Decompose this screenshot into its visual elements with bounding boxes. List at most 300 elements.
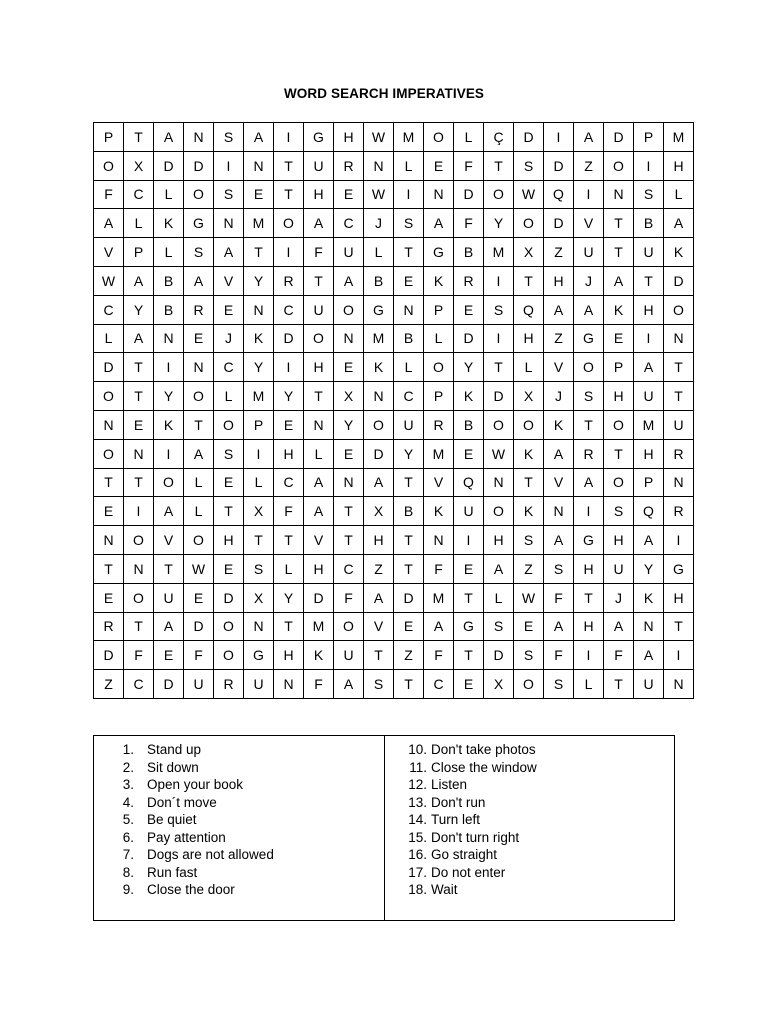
grid-cell: C (94, 295, 124, 324)
grid-cell: S (634, 180, 664, 209)
grid-cell: I (274, 353, 304, 382)
grid-cell: H (364, 526, 394, 555)
grid-row (94, 266, 694, 295)
grid-cell: D (154, 151, 184, 180)
grid-cell: D (94, 641, 124, 670)
grid-cell: D (184, 612, 214, 641)
grid-cell: N (364, 382, 394, 411)
grid-cell: Y (394, 439, 424, 468)
grid-row (94, 209, 694, 238)
grid-cell: S (514, 641, 544, 670)
grid-cell: A (124, 324, 154, 353)
grid-cell: K (304, 641, 334, 670)
grid-cell: U (304, 151, 334, 180)
grid-cell: E (94, 583, 124, 612)
grid-cell: V (154, 526, 184, 555)
grid-cell: U (334, 641, 364, 670)
grid-cell: O (514, 209, 544, 238)
grid-cell: B (394, 497, 424, 526)
grid-cell: Z (394, 641, 424, 670)
word-list-left (94, 741, 274, 899)
word-list-number: 15. (408, 829, 427, 845)
grid-cell: K (364, 353, 394, 382)
grid-row (94, 410, 694, 439)
grid-cell: K (664, 238, 694, 267)
grid-cell: T (514, 468, 544, 497)
grid-cell: E (244, 180, 274, 209)
grid-cell: Q (544, 180, 574, 209)
grid-cell: V (304, 526, 334, 555)
grid-cell: E (454, 554, 484, 583)
grid-cell: R (424, 410, 454, 439)
grid-cell: D (544, 151, 574, 180)
grid-cell: X (484, 670, 514, 699)
word-list-item (386, 759, 537, 777)
grid-cell: N (334, 324, 364, 353)
grid-row (94, 497, 694, 526)
grid-cell: L (124, 209, 154, 238)
word-list-text: Run fast (147, 864, 198, 880)
grid-cell: N (304, 410, 334, 439)
grid-cell: E (214, 554, 244, 583)
grid-cell: T (304, 382, 334, 411)
grid-row (94, 123, 694, 152)
grid-cell: O (184, 382, 214, 411)
grid-cell: H (214, 526, 244, 555)
grid-cell: M (304, 612, 334, 641)
grid-cell: K (154, 209, 184, 238)
grid-row (94, 324, 694, 353)
grid-cell: S (214, 180, 244, 209)
grid-cell: E (334, 180, 364, 209)
grid-cell: S (364, 670, 394, 699)
grid-cell: N (664, 468, 694, 497)
grid-cell: L (154, 238, 184, 267)
word-list-text: Close the door (147, 882, 235, 897)
word-list-number: 17. (408, 864, 427, 880)
grid-cell: G (364, 295, 394, 324)
grid-cell: N (544, 497, 574, 526)
word-list-item (386, 846, 537, 864)
grid-cell: Q (454, 468, 484, 497)
grid-cell: F (604, 641, 634, 670)
grid-cell: E (514, 612, 544, 641)
word-list-number: 13. (408, 794, 427, 810)
grid-cell: A (304, 468, 334, 497)
word-list-text: Close the window (431, 759, 537, 775)
grid-cell: F (124, 641, 154, 670)
grid-cell: T (274, 180, 304, 209)
grid-cell: L (244, 468, 274, 497)
grid-cell: A (634, 641, 664, 670)
word-list-item (94, 741, 274, 759)
grid-cell: T (484, 353, 514, 382)
grid-cell: X (514, 382, 544, 411)
grid-cell: I (124, 497, 154, 526)
grid-cell: N (244, 612, 274, 641)
grid-cell: N (154, 324, 184, 353)
grid-cell: R (664, 497, 694, 526)
grid-cell: O (184, 526, 214, 555)
grid-cell: N (334, 468, 364, 497)
grid-cell: R (334, 151, 364, 180)
grid-cell: A (604, 612, 634, 641)
grid-cell: D (514, 123, 544, 152)
word-list-item (386, 829, 537, 847)
grid-cell: U (634, 238, 664, 267)
grid-cell: I (274, 123, 304, 152)
grid-cell: C (334, 554, 364, 583)
grid-cell: A (604, 266, 634, 295)
grid-cell: S (184, 238, 214, 267)
grid-cell: W (514, 583, 544, 612)
grid-cell: C (274, 295, 304, 324)
grid-cell: A (94, 209, 124, 238)
grid-cell: G (424, 238, 454, 267)
grid-cell: K (544, 410, 574, 439)
grid-row (94, 612, 694, 641)
grid-cell: O (94, 439, 124, 468)
grid-cell: T (574, 583, 604, 612)
grid-cell: J (544, 382, 574, 411)
grid-cell: L (214, 382, 244, 411)
grid-cell: L (184, 497, 214, 526)
grid-cell: J (214, 324, 244, 353)
grid-cell: K (424, 497, 454, 526)
word-list-text: Wait (431, 882, 458, 897)
grid-cell: E (334, 439, 364, 468)
grid-cell: U (334, 238, 364, 267)
grid-cell: P (94, 123, 124, 152)
grid-cell: T (214, 497, 244, 526)
grid-cell: N (424, 180, 454, 209)
grid-cell: N (484, 468, 514, 497)
grid-cell: D (304, 583, 334, 612)
grid-cell: P (634, 123, 664, 152)
grid-cell: L (664, 180, 694, 209)
grid-cell: O (184, 180, 214, 209)
grid-cell: S (544, 554, 574, 583)
grid-cell: O (604, 151, 634, 180)
grid-cell: F (424, 641, 454, 670)
grid-cell: A (544, 526, 574, 555)
grid-cell: A (334, 670, 364, 699)
grid-row (94, 238, 694, 267)
grid-cell: E (214, 295, 244, 324)
grid-cell: Y (154, 382, 184, 411)
grid-cell: O (154, 468, 184, 497)
grid-cell: T (664, 353, 694, 382)
grid-cell: G (244, 641, 274, 670)
grid-cell: O (604, 468, 634, 497)
grid-row (94, 382, 694, 411)
grid-cell: T (514, 266, 544, 295)
grid-cell: M (484, 238, 514, 267)
grid-cell: X (364, 497, 394, 526)
grid-cell: M (244, 209, 274, 238)
grid-cell: H (304, 353, 334, 382)
grid-cell: D (454, 180, 484, 209)
grid-cell: M (364, 324, 394, 353)
grid-cell: D (454, 324, 484, 353)
grid-cell: H (604, 526, 634, 555)
grid-cell: A (544, 439, 574, 468)
grid-cell: A (364, 583, 394, 612)
grid-cell: U (154, 583, 184, 612)
grid-row (94, 295, 694, 324)
word-list-number: 12. (408, 777, 427, 792)
grid-cell: Y (244, 266, 274, 295)
grid-cell: L (394, 151, 424, 180)
grid-cell: A (424, 612, 454, 641)
grid-cell: N (664, 670, 694, 699)
grid-cell: H (574, 554, 604, 583)
grid-cell: K (454, 382, 484, 411)
grid-cell: P (244, 410, 274, 439)
grid-cell: K (514, 497, 544, 526)
grid-cell: C (124, 670, 154, 699)
word-list-text: Sit down (147, 759, 199, 775)
grid-cell: T (664, 382, 694, 411)
grid-cell: T (124, 353, 154, 382)
grid-cell: Z (574, 151, 604, 180)
grid-cell: X (514, 238, 544, 267)
grid-cell: F (424, 554, 454, 583)
grid-cell: H (664, 151, 694, 180)
word-list-item (94, 759, 274, 777)
grid-row (94, 151, 694, 180)
word-list-item (94, 864, 274, 882)
grid-cell: A (574, 468, 604, 497)
grid-cell: X (244, 583, 274, 612)
word-search-grid (93, 122, 694, 699)
word-list-number: 16. (408, 847, 427, 862)
grid-cell: O (124, 583, 154, 612)
word-list-text: Pay attention (147, 829, 226, 845)
grid-cell: O (484, 410, 514, 439)
grid-cell: J (604, 583, 634, 612)
word-list-text: Stand up (147, 742, 202, 757)
grid-cell: M (394, 123, 424, 152)
grid-cell: U (604, 554, 634, 583)
grid-cell: Y (124, 295, 154, 324)
grid-cell: B (394, 324, 424, 353)
grid-cell: O (424, 123, 454, 152)
grid-cell: I (574, 641, 604, 670)
grid-cell: L (484, 583, 514, 612)
grid-cell: N (244, 295, 274, 324)
word-list-box (93, 735, 675, 921)
grid-cell: N (94, 526, 124, 555)
grid-cell: J (364, 209, 394, 238)
grid-cell: F (184, 641, 214, 670)
grid-cell: O (484, 497, 514, 526)
grid-cell: H (664, 583, 694, 612)
grid-cell: O (214, 410, 244, 439)
grid-cell: O (604, 410, 634, 439)
grid-cell: I (454, 526, 484, 555)
grid-cell: A (304, 497, 334, 526)
grid-cell: M (424, 583, 454, 612)
grid-cell: I (634, 151, 664, 180)
grid-cell: F (544, 641, 574, 670)
grid-cell: I (214, 151, 244, 180)
grid-cell: D (184, 151, 214, 180)
grid-cell: S (484, 295, 514, 324)
grid-cell: P (634, 468, 664, 497)
grid-cell: K (244, 324, 274, 353)
grid-cell: T (244, 526, 274, 555)
word-list-item (386, 741, 537, 759)
grid-cell: A (184, 266, 214, 295)
grid-cell: G (184, 209, 214, 238)
grid-cell: A (634, 526, 664, 555)
grid-cell: W (184, 554, 214, 583)
grid-cell: S (514, 526, 544, 555)
word-list-item (386, 811, 537, 829)
grid-cell: E (184, 324, 214, 353)
grid-cell: R (274, 266, 304, 295)
grid-cell: I (484, 266, 514, 295)
grid-cell: S (604, 497, 634, 526)
grid-cell: H (634, 439, 664, 468)
grid-cell: Y (484, 209, 514, 238)
grid-cell: T (604, 238, 634, 267)
grid-cell: G (574, 324, 604, 353)
word-list-item (94, 794, 274, 812)
grid-cell: D (664, 266, 694, 295)
word-list-item (94, 846, 274, 864)
grid-cell: E (124, 410, 154, 439)
grid-cell: N (184, 353, 214, 382)
grid-row (94, 439, 694, 468)
word-list-number: 2. (122, 759, 134, 775)
grid-cell: R (94, 612, 124, 641)
grid-cell: N (604, 180, 634, 209)
grid-cell: E (214, 468, 244, 497)
grid-cell: Y (244, 353, 274, 382)
grid-cell: E (604, 324, 634, 353)
grid-cell: N (214, 209, 244, 238)
grid-cell: I (394, 180, 424, 209)
grid-cell: X (334, 382, 364, 411)
grid-cell: C (124, 180, 154, 209)
grid-cell: I (664, 526, 694, 555)
grid-cell: V (364, 612, 394, 641)
grid-cell: C (214, 353, 244, 382)
grid-cell: A (244, 123, 274, 152)
grid-cell: U (304, 295, 334, 324)
word-list-number: 3. (122, 777, 134, 792)
grid-cell: Z (94, 670, 124, 699)
word-list-text: Listen (431, 777, 468, 792)
grid-cell: Z (514, 554, 544, 583)
grid-cell: Y (454, 353, 484, 382)
grid-cell: K (424, 266, 454, 295)
grid-cell: B (634, 209, 664, 238)
grid-cell: O (94, 382, 124, 411)
grid-cell: W (364, 180, 394, 209)
grid-cell: V (94, 238, 124, 267)
grid-cell: S (214, 439, 244, 468)
grid-cell: T (454, 641, 484, 670)
grid-cell: H (484, 526, 514, 555)
grid-cell: Y (334, 410, 364, 439)
grid-cell: T (124, 468, 154, 497)
grid-cell: U (634, 382, 664, 411)
grid-cell: K (154, 410, 184, 439)
grid-cell: I (484, 324, 514, 353)
grid-cell: G (664, 554, 694, 583)
grid-cell: K (634, 583, 664, 612)
grid-cell: H (304, 180, 334, 209)
grid-cell: R (184, 295, 214, 324)
grid-row (94, 670, 694, 699)
grid-cell: T (334, 497, 364, 526)
word-list-text: Turn left (431, 812, 481, 827)
grid-cell: S (214, 123, 244, 152)
grid-cell: V (214, 266, 244, 295)
grid-cell: O (304, 324, 334, 353)
word-list-number: 18. (408, 882, 427, 897)
word-list-item (386, 776, 537, 794)
grid-cell: O (214, 612, 244, 641)
grid-cell: P (124, 238, 154, 267)
grid-cell: O (124, 526, 154, 555)
grid-cell: R (574, 439, 604, 468)
grid-cell: Q (634, 497, 664, 526)
grid-cell: F (334, 583, 364, 612)
grid-cell: O (424, 353, 454, 382)
grid-cell: H (514, 324, 544, 353)
grid-cell: L (514, 353, 544, 382)
word-list-item (94, 776, 274, 794)
grid-cell: K (514, 439, 544, 468)
grid-cell: U (664, 410, 694, 439)
grid-cell: S (244, 554, 274, 583)
grid-cell: L (304, 439, 334, 468)
word-list-text: Dogs are not allowed (147, 847, 274, 862)
column-divider (384, 736, 385, 920)
grid-cell: J (574, 266, 604, 295)
grid-cell: D (364, 439, 394, 468)
grid-cell: T (244, 238, 274, 267)
grid-cell: B (454, 238, 484, 267)
word-list-number: 11. (409, 759, 427, 775)
grid-cell: A (574, 295, 604, 324)
grid-cell: N (244, 151, 274, 180)
grid-cell: V (424, 468, 454, 497)
grid-cell: E (394, 266, 424, 295)
grid-cell: O (514, 670, 544, 699)
grid-cell: D (94, 353, 124, 382)
grid-cell: U (574, 238, 604, 267)
grid-cell: H (634, 295, 664, 324)
grid-cell: S (484, 612, 514, 641)
word-list-text: Don't run (431, 794, 486, 810)
grid-cell: G (574, 526, 604, 555)
grid-cell: T (394, 554, 424, 583)
word-list-item (386, 794, 537, 812)
grid-cell: A (124, 266, 154, 295)
word-list-item (386, 881, 537, 899)
grid-cell: O (514, 410, 544, 439)
word-list-item (94, 881, 274, 899)
grid-cell: P (424, 295, 454, 324)
word-list-text: Don´t move (147, 794, 217, 810)
word-list-number: 8. (122, 864, 134, 880)
word-list-number: 4. (122, 794, 134, 810)
